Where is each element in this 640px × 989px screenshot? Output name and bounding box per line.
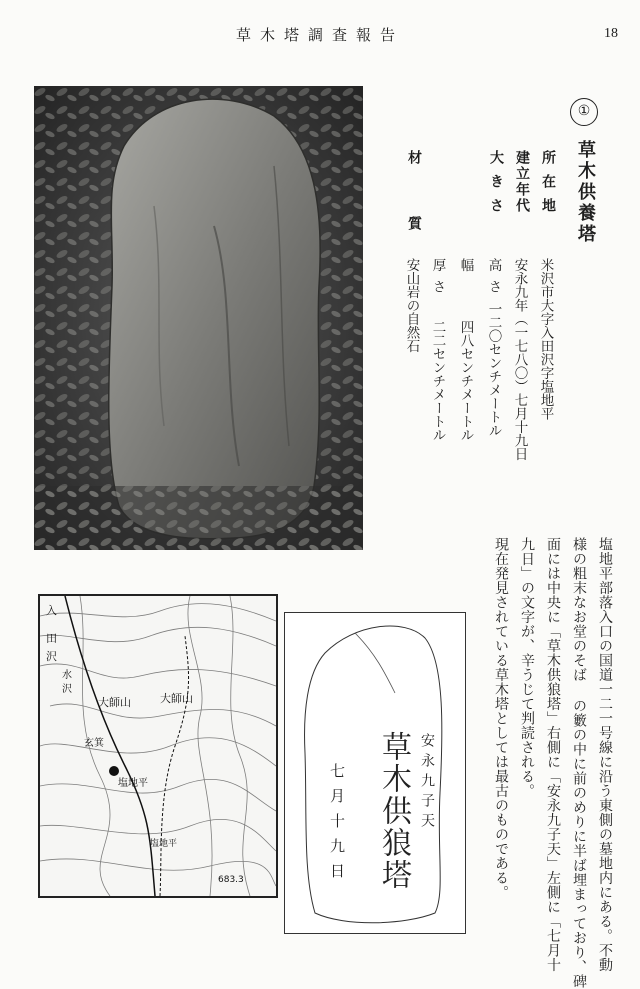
map-label: 沢 [46,650,57,663]
map-label: 塩地平 [118,778,148,789]
size-height-key: 高さ [485,258,502,301]
entry-number-mark: ① [570,98,598,126]
map-label: 田 [46,632,57,645]
map-label: 683.3 [218,875,244,885]
map-label: 沢 [62,684,72,695]
size-thickness-key: 厚さ [429,258,446,301]
map-label: 塩地平 [150,839,178,849]
size-width-key: 幅 [457,258,474,272]
map-label: 大師山 [160,692,193,705]
description-line: 現在発見されている草木塔としては最古のものである。 [493,537,509,900]
size-width-value: 四八センチメートル [457,320,474,442]
running-header: 草木塔調査報告 [235,26,404,44]
label-location: 所在地 [540,150,556,222]
page-number: 18 [604,26,618,41]
monument-photo [34,86,363,550]
map-label: 玄箕 [84,738,104,749]
location-map [38,594,278,898]
label-size: 大きさ [488,150,504,222]
rubbing-center-inscription: 草木供狼塔 [376,731,411,891]
value-construction-date: 安永九年（一七八〇）七月十九日 [511,258,528,461]
description-line: 九日」の文字が、辛うじて判読される。 [519,537,535,798]
rubbing-left-inscription: 七月十九日 [328,763,346,888]
size-height-value: 一二〇センチメートル [485,302,502,437]
label-material: 材質 [406,150,422,282]
map-label: 入 [46,604,57,617]
inscription-rubbing [284,612,466,934]
rubbing-right-inscription: 安永九子天 [419,733,435,833]
map-label: 水 [62,670,72,681]
description-line: 様の粗末なお堂のそば の籔の中に前のめりに半ば埋まっており、碑 [571,537,587,989]
value-location: 米沢市大字入田沢字塩地平 [537,258,554,420]
description-line: 面には中央に「草木供狼塔」右側に「安永九子天」左側に「七月十 [545,537,561,972]
label-construction-date: 建立年代 [514,150,530,214]
value-material: 安山岩の自然石 [403,258,420,353]
size-thickness-value: 二二センチメートル [429,320,446,442]
description-line: 塩地平部落入口の国道一二一号線に沿う東側の墓地内にある。不動 [597,537,613,972]
entry-heading: 草木供養塔 [575,140,596,245]
map-label: 大師山 [98,696,131,709]
